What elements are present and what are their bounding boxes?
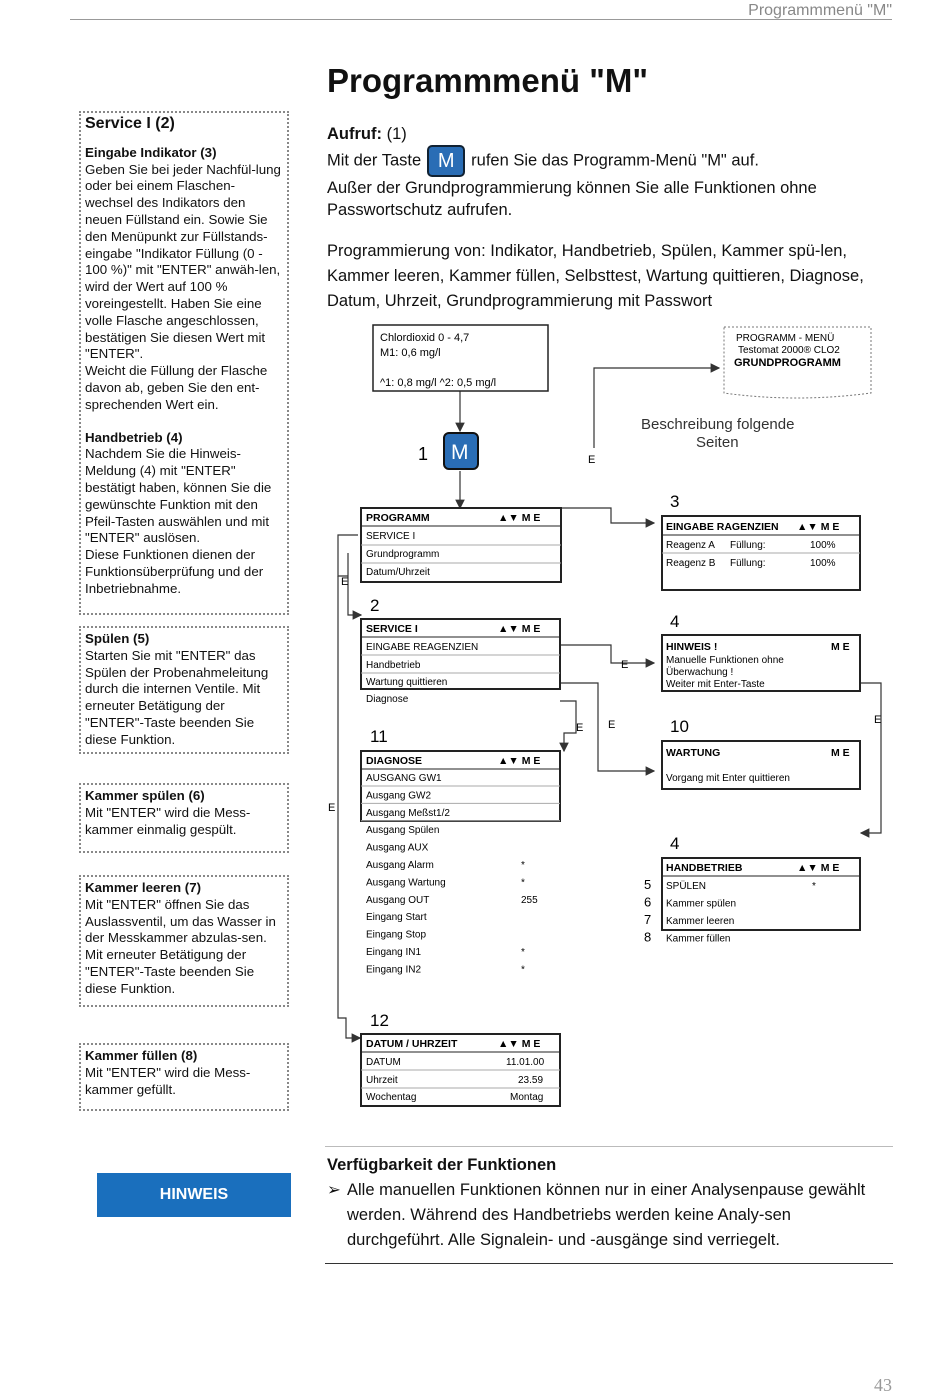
handbetrieb-item-num: 6 [644,894,652,910]
handbetrieb-item: SPÜLEN [666,881,707,892]
display-line3: ^1: 0,8 mg/l ^2: 0,5 mg/l [380,377,497,389]
diagnose-nav: ▲▼ M E [498,755,541,767]
wartung-title: WARTUNG [666,747,721,759]
handbetrieb-item: Kammer füllen [666,933,731,945]
service-box [79,111,289,615]
diagnose-item: Ausgang Meßst1/2 [366,807,450,819]
doc-line2: Testomat 2000® CLO2 [738,345,840,356]
uhrzeit-label: Uhrzeit [366,1075,398,1086]
kammer-leeren-body: Mit "ENTER" öffnen Sie das Auslassventil, um das Wasser in der Messkammer abzulas-sen. Mit erneuter Betätigung der "ENTER"-Taste beenden Sie diese Funktion. [85,896,276,996]
e-label-3: E [621,659,629,671]
diagnose-item: Ausgang Wartung [366,877,446,889]
datum-title: DATUM / UHRZEIT [366,1038,458,1050]
diagnose-item: Eingang Stop [366,929,427,941]
hinweis-line: Manuelle Funktionen ohne [666,655,784,666]
menu-flow-diagram [326,323,886,1113]
kammer-leeren-heading: Kammer leeren (7) [85,880,202,895]
doc-line3: GRUNDPROGRAMM [734,357,841,369]
hinweis-title: HINWEIS ! [666,641,718,653]
handbetrieb-item-num: 5 [644,877,652,892]
uhrzeit-value: 23.59 [518,1075,544,1086]
service-item: Wartung quittieren [366,677,448,688]
handbetrieb-num: 4 [670,834,680,853]
service-item: Diagnose [366,694,409,705]
availability-note [325,1146,893,1264]
wartung-num: 10 [670,717,689,736]
intro-line1-post: rufen Sie das Programm-Menü "M" auf. [471,151,759,170]
diagnose-item: AUSGANG GW1 [366,773,442,784]
m-key-icon: M [427,145,465,177]
arrow-bullet-icon: ➢ [327,1181,341,1199]
kammer-fuellen-heading: Kammer füllen (8) [85,1048,198,1063]
diagnose-title: DIAGNOSE [366,755,423,767]
e-label-5: E [576,722,584,734]
kammer-leeren-box [79,875,289,1007]
e-label-6: E [874,714,882,726]
diagnose-item: Ausgang GW2 [366,790,432,802]
hinweis-menu [662,612,860,691]
fuellung-b: Füllung: [730,558,766,569]
intro-line3: Programmierung von: Indikator, Handbetrieb, Spülen, Kammer spü-len, Kammer leeren, Kammer füllen, Selbsttest, Wartung quittieren, Diagnose, Datum, Uhrzeit, Grundprogrammierung mit Passwort [327,242,864,310]
kammer-spuelen-heading: Kammer spülen (6) [85,788,205,803]
datum-nav: ▲▼ M E [498,1038,541,1050]
key-num: 1 [418,444,429,464]
handbetrieb-title: HANDBETRIEB [666,862,743,874]
availability-text: Alle manuellen Funktionen können nur in einer Analysenpause gewählt werden. Während des Handbetriebs werden keine Analy-sen durchgeführt. Alle Signalein- und -ausgänge sind verriegelt. [347,1181,866,1249]
aufruf-ref: (1) [381,125,407,143]
doc-line1: PROGRAMM - MENÜ [736,333,835,344]
value-b: 100% [810,558,836,569]
wartung-menu [662,717,860,789]
hinweis-badge: HINWEIS [97,1173,291,1217]
programm-menu [361,508,561,582]
diagnose-item-value: * [521,877,525,889]
handbetrieb-heading: Handbetrieb (4) [85,429,183,445]
reagenz-a: Reagenz A [666,540,715,551]
datum-value: 11.01.00 [506,1057,545,1068]
service-item: Handbetrieb [366,660,421,671]
indikator-body: Geben Sie bei jeder Nachfül-lung oder bei einem Flaschen-wechsel des Indikators den neuen Füllstand ein. Sowie Sie den Menüpunkt zur Füllstands-eingabe "Indikator Füllung (0 - 100 %)" mit "ENTER" anwäh-len, wird der Wert auf 100 % voreingestellt. Haben Sie eine volle Flasche angeschlossen, bestätigen Sie diesen Wert mit "ENTER". [85,161,281,362]
page-title: Programmmenü "M" [327,62,649,99]
e-label-7: E [328,802,336,814]
diagnose-item: Ausgang Alarm [366,860,434,871]
service-nav: ▲▼ M E [498,623,541,635]
diagnose-menu [361,727,560,975]
reagenz-b: Reagenz B [666,558,716,569]
handbetrieb-item-num: 8 [644,929,652,945]
programm-item: SERVICE I [366,531,416,542]
reagenzien-nav: ▲▼ M E [797,521,840,533]
handbetrieb-item: Kammer leeren [666,916,735,927]
spuelen-body: Starten Sie mit "ENTER" das Spülen der Probenahmeleitung durch die internen Ventile. Mit erneuter Betätigung der "ENTER"-Taste beenden Sie diese Funktion. [85,647,269,747]
reagenzien-num: 3 [670,492,680,511]
wartung-nav: M E [831,747,850,759]
programm-item: Datum/Uhrzeit [366,567,430,578]
kammer-fuellen-box [79,1043,289,1111]
value-a: 100% [810,540,836,551]
reagenzien-title: EINGABE RAGENZIEN [666,521,779,533]
page-number: 43 [874,1375,892,1395]
spuelen-box [79,626,289,754]
e-label-2: E [341,576,349,588]
handbetrieb-body: Nachdem Sie die Hinweis-Meldung (4) mit "ENTER" bestätigt haben, können Sie die gewünschte Funktion mit den Pfeil-Tasten auswählen und mit "ENTER" auslösen. [85,446,272,546]
service-heading: Service I (2) [85,115,175,132]
hinweis-nav: M E [831,641,850,653]
running-title: Programmmenü "M" [748,2,892,19]
fuellung-a: Füllung: [730,540,766,551]
diagnose-num: 11 [370,727,388,746]
diagnose-item: Eingang IN2 [366,964,422,976]
datum-label: DATUM [366,1057,401,1068]
kammer-spuelen-box [79,783,289,853]
diagnose-item: Eingang Start [366,912,427,924]
handbetrieb-body2: Diese Funktionen dienen der Funktionsüberprüfung und der Inbetriebnahme. [85,547,264,596]
handbetrieb-item: Kammer spülen [666,898,737,910]
diagnose-item-value: 255 [521,894,538,906]
diagnose-item: Ausgang AUX [366,842,429,854]
indikator-body2: Weicht die Füllung der Flasche davon ab, geben Sie den ent-sprechenden Wert ein. [85,363,268,412]
hinweis-num: 4 [670,612,680,631]
datum-menu [361,1011,560,1106]
reagenzien-menu [662,492,860,590]
service-num: 2 [370,596,380,615]
e-label-1: E [588,454,596,466]
datum-num: 12 [370,1011,389,1030]
display-line1: Chlordioxid 0 - 4,7 [380,332,470,344]
kammer-spuelen-body: Mit "ENTER" wird die Mess-kammer einmalig gespült. [85,804,251,837]
service-item: EINGABE REAGENZIEN [366,642,479,653]
diagnose-item-value: * [521,860,525,871]
programm-title: PROGRAMM [366,512,430,524]
spuelen-heading: Spülen (5) [85,631,150,646]
intro-line1-pre: Mit der Taste [327,151,422,170]
wartung-line: Vorgang mit Enter quittieren [666,773,790,784]
handbetrieb-item-value: * [812,881,816,892]
wochentag-value: Montag [510,1092,544,1103]
diagnose-item: Eingang IN1 [366,947,422,958]
diagnose-item-value: * [521,947,525,958]
service-menu [361,596,560,705]
indikator-heading: Eingabe Indikator (3) [85,144,217,160]
diagnose-item: Ausgang Spülen [366,825,440,837]
hinweis-line: Überwachung ! [666,667,734,678]
availability-heading: Verfügbarkeit der Funktionen [327,1156,557,1174]
handbetrieb-menu [644,834,860,945]
handbetrieb-nav: ▲▼ M E [797,862,840,874]
aufruf-label: Aufruf: [327,125,382,143]
diagnose-item-value: * [521,964,525,976]
intro [327,123,887,314]
display-line2: M1: 0,6 mg/l [380,347,441,359]
handbetrieb-item-num: 7 [644,912,652,927]
diagnose-item: Ausgang OUT [366,894,430,906]
intro-line2: Außer der Grundprogrammierung können Sie alle Funktionen ohne Passwortschutz aufrufen. [327,179,817,219]
kammer-fuellen-body: Mit "ENTER" wird die Mess-kammer gefüllt. [85,1064,251,1097]
service-title: SERVICE I [366,623,418,635]
m-key-label: M [451,441,469,464]
programm-nav: ▲▼ M E [498,512,541,524]
programm-item: Grundprogramm [366,549,440,560]
desc-line1: Beschreibung folgende [641,416,795,433]
e-label-4: E [608,719,616,731]
hinweis-line: Weiter mit Enter-Taste [666,679,765,690]
desc-line2: Seiten [696,434,739,451]
wochentag-label: Wochentag [366,1092,417,1103]
